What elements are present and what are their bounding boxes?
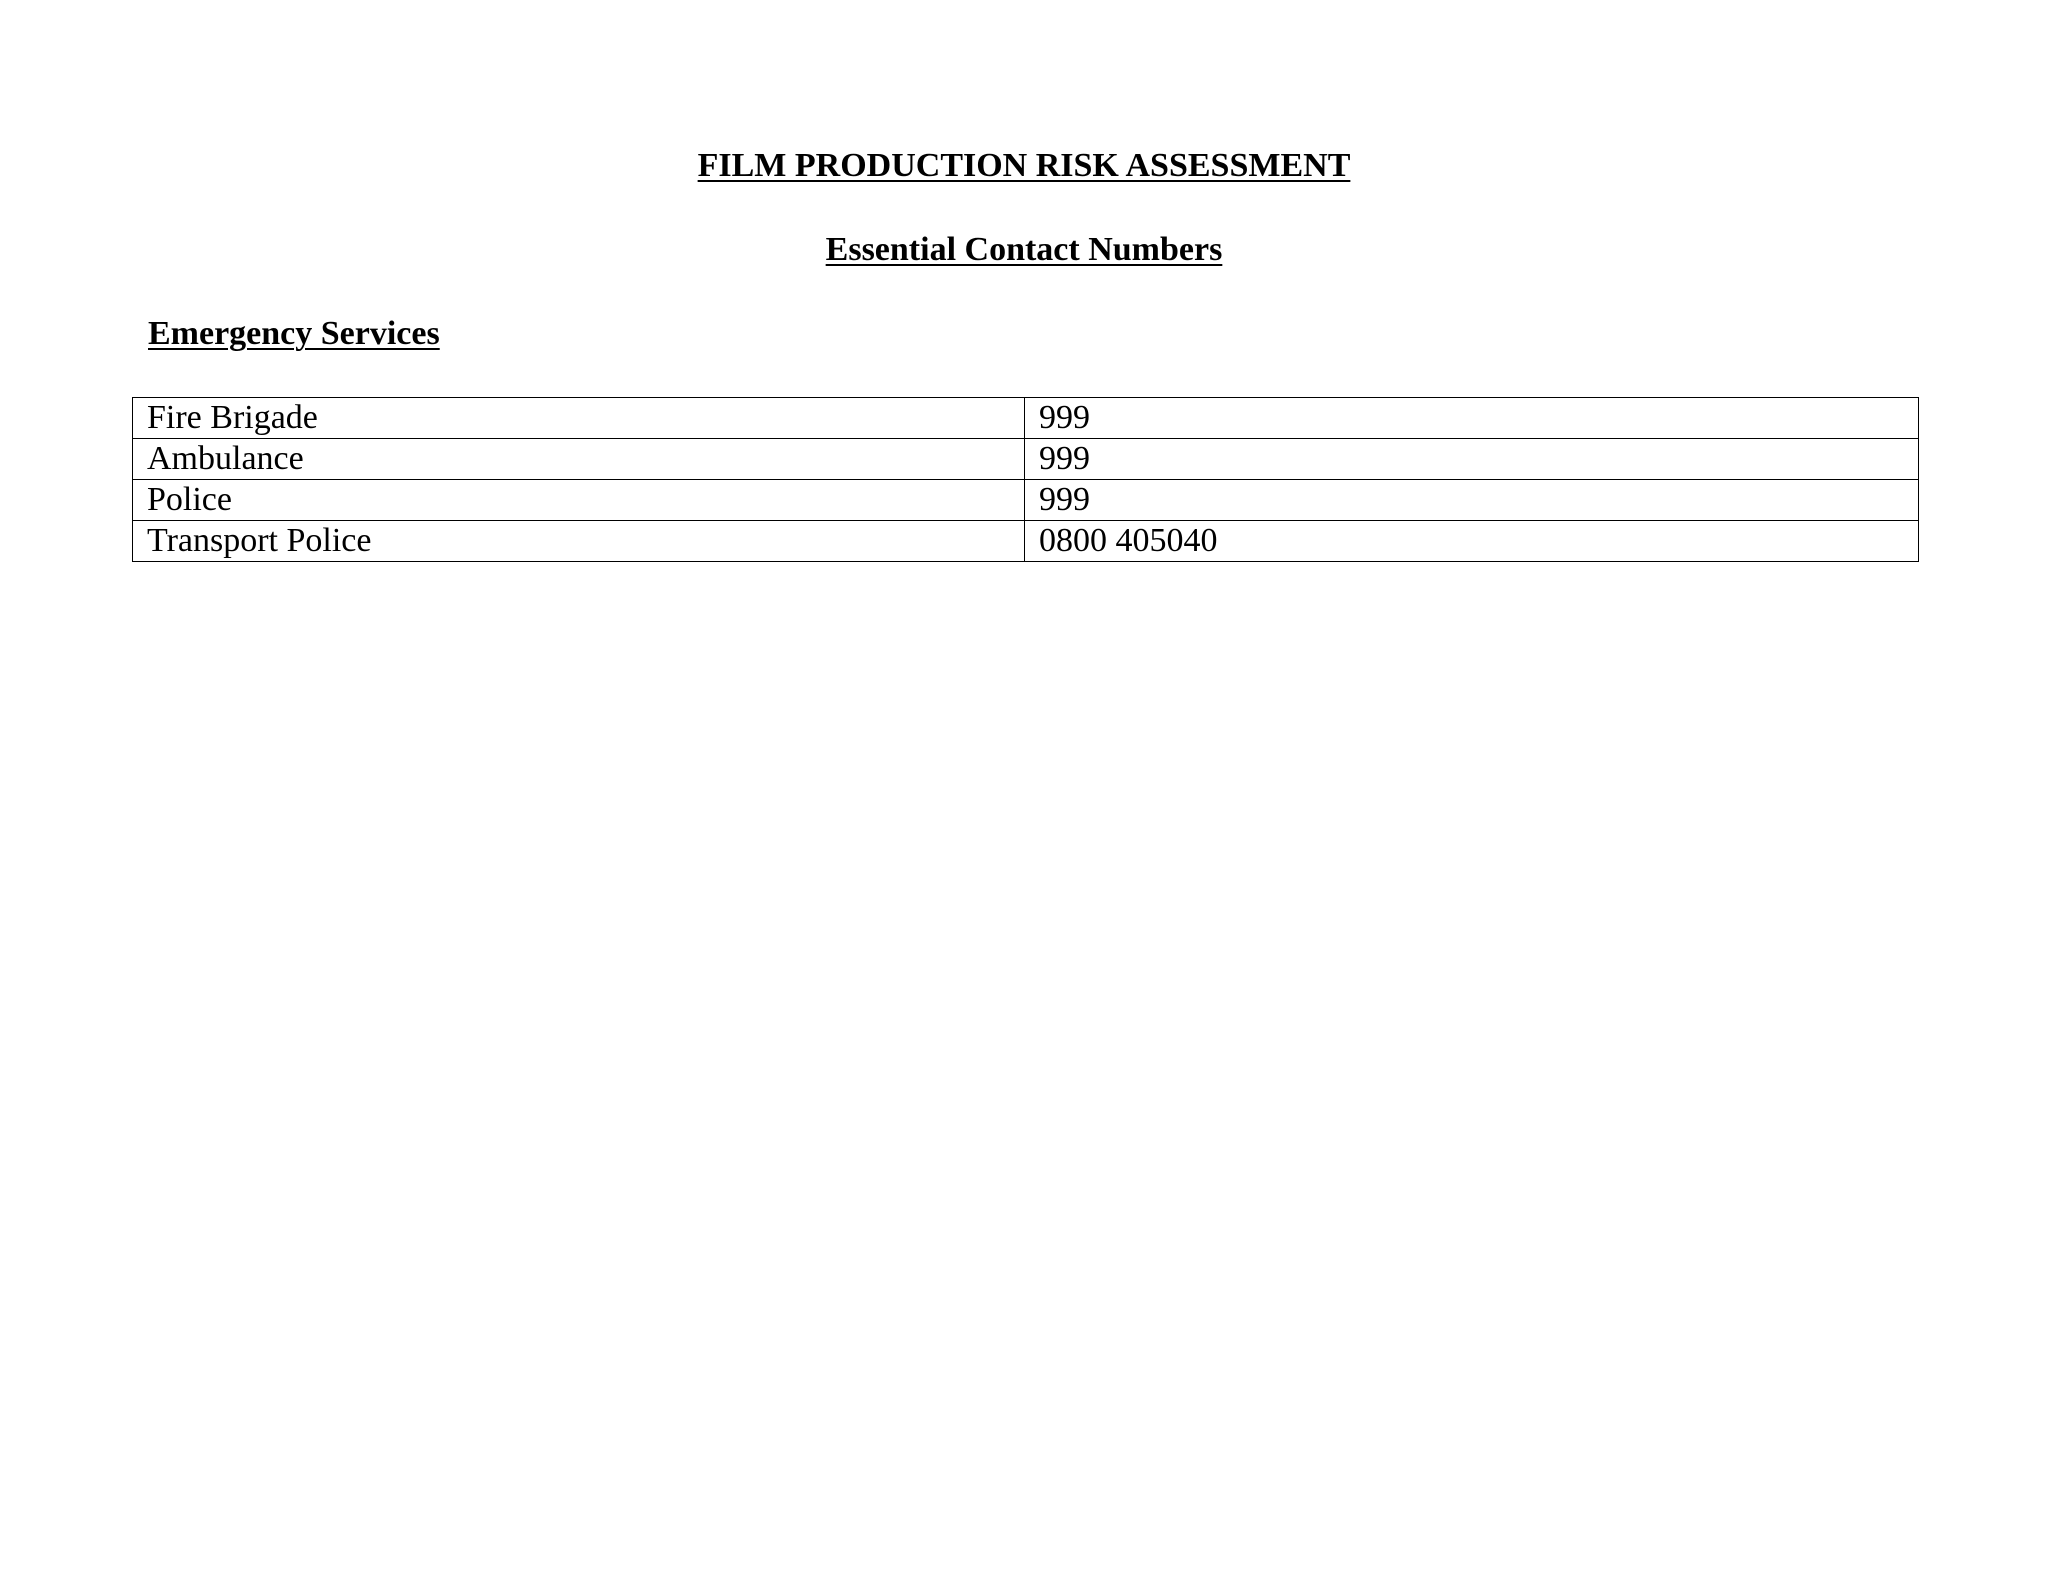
service-name-cell: Fire Brigade bbox=[133, 398, 1025, 439]
table-row bbox=[133, 398, 1919, 439]
phone-number-cell: 999 bbox=[1025, 480, 1919, 521]
phone-number-cell: 0800 405040 bbox=[1025, 521, 1919, 562]
table-row bbox=[133, 480, 1919, 521]
document-title bbox=[0, 146, 2048, 186]
section-heading-text: Emergency Services bbox=[148, 315, 440, 352]
phone-number-cell: 999 bbox=[1025, 398, 1919, 439]
phone-number-cell: 999 bbox=[1025, 439, 1919, 480]
service-name-cell: Ambulance bbox=[133, 439, 1025, 480]
document-subtitle-text: Essential Contact Numbers bbox=[825, 231, 1223, 268]
document-title-text: FILM PRODUCTION RISK ASSESSMENT bbox=[697, 147, 1351, 184]
section-heading bbox=[148, 314, 440, 354]
emergency-contacts-table bbox=[132, 397, 1919, 562]
service-name-cell: Police bbox=[133, 480, 1025, 521]
table-row bbox=[133, 521, 1919, 562]
document-subtitle bbox=[0, 230, 2048, 270]
service-name-cell: Transport Police bbox=[133, 521, 1025, 562]
table-row bbox=[133, 439, 1919, 480]
